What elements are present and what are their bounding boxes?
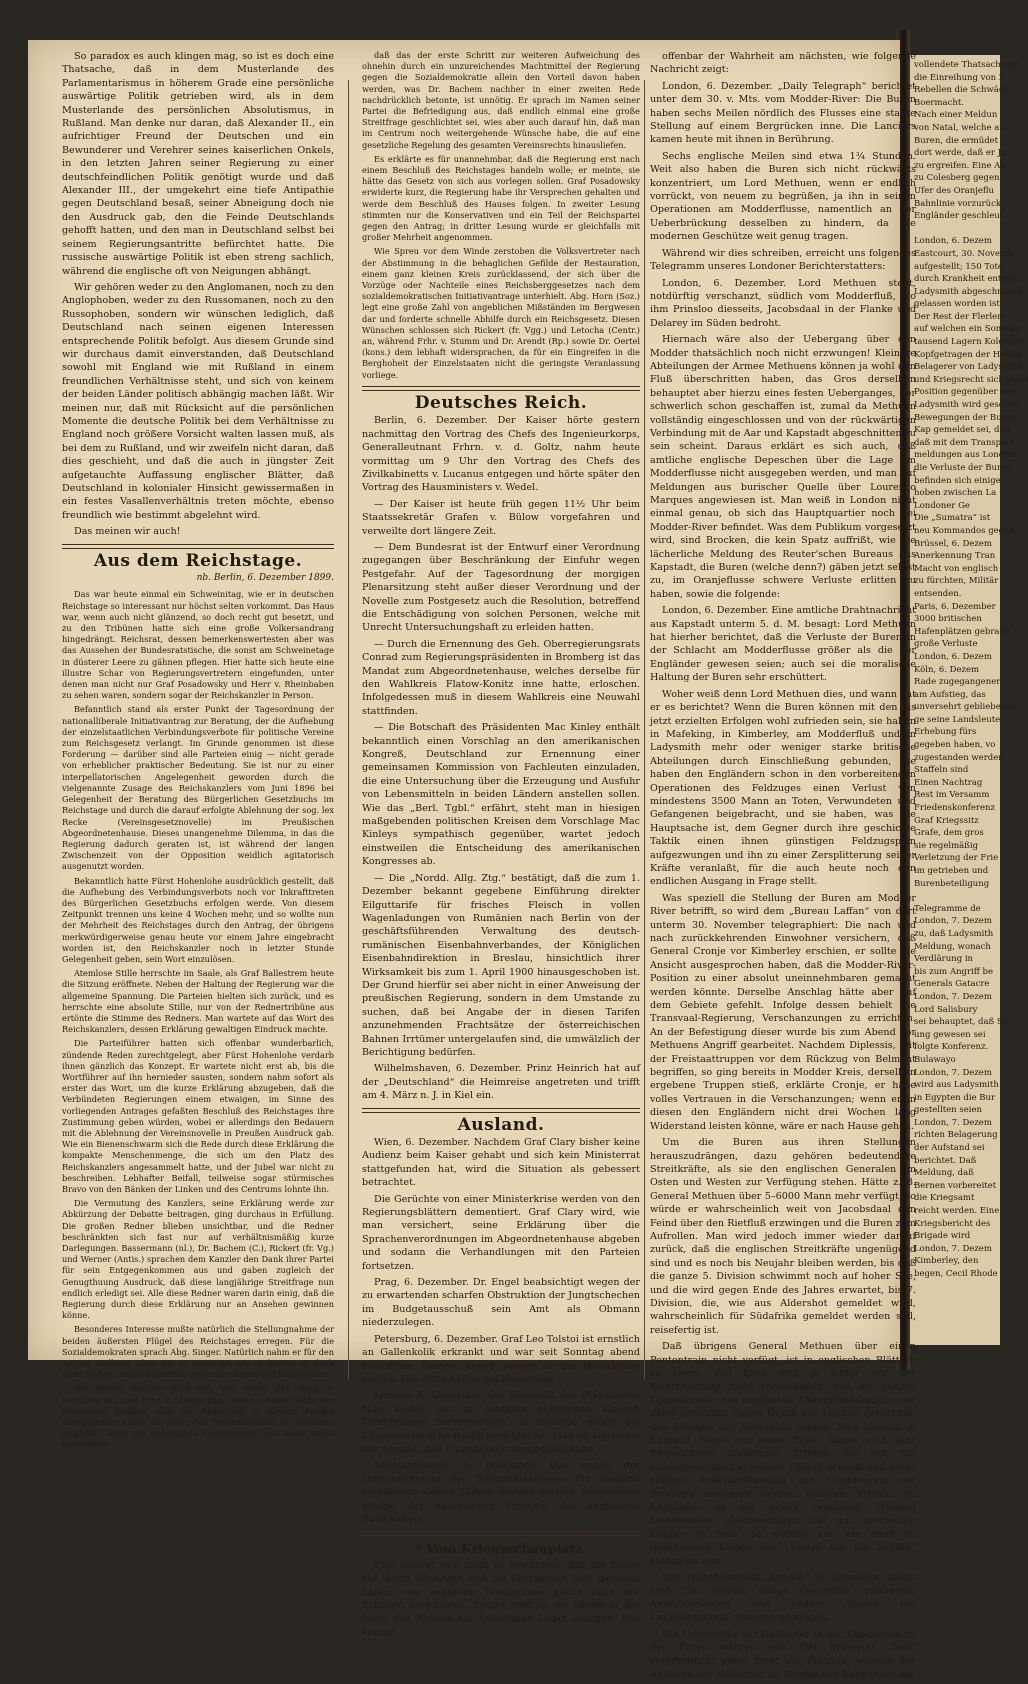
- facing-page-line: Buren, die ermüdet: [914, 135, 999, 146]
- facing-page-line: durch Krankheit entstan: [914, 274, 1020, 285]
- paragraph: — Die Botschaft des Präsidenten Mac Kinley enthält bekanntlich einen Vorschlag an den amerikanischen Kongreß, Deutschland zur Ernennung einer gemeinsamen Kommission von Fachleuten einzuladen, die eine Untersuchung über die Erzeugung und Ausfuhr von Lebensmitteln in beiden Ländern anstellen sollen. Wie das „Berl. Tgbl.“ erfährt, steht man in hiesigen maßgebenden politischen Kreisen dem Vorschlage Mac Kinleys sympathisch gegenüber, wartet jedoch einstweilen die Entscheidung des amerikanischen Kongresses ab.: [362, 722, 640, 868]
- facing-page-line: und Kriegsrecht sich stellt: [914, 374, 1028, 385]
- paragraph: — Der Kaiser ist heute früh gegen 11½ Uhr beim Staatssekretär Grafen v. Bülow vorgefahren und verweilte dort längere Zeit.: [362, 498, 640, 537]
- column-rule: [348, 80, 349, 1380]
- facing-page-line: Der Rest der Flerlen: [914, 311, 1003, 322]
- facing-page-line: vollendete Thatsache be: [914, 60, 1019, 70]
- facing-page-line: Bulawayo: [914, 1054, 956, 1065]
- facing-page-line: meldungen aus London: [914, 450, 1015, 461]
- facing-page-line: London, 7. Dezem: [914, 1117, 992, 1128]
- facing-page-line: Staffeln sind: [914, 765, 969, 776]
- facing-page-line: richten Belagerung: [914, 1130, 998, 1141]
- paragraph: daß das der erste Schritt zur weiteren Aufweichung des ohnehin durch ein unzureichendes Machtmittel der Regierung gegen die Sozialdemokratie allein den Vorteil davon haben werden, was Dr. Bachem nachher in einer zweiten Rede nachdrücklich betonte, ist unnötig. Er sprach im Namen seiner Partei die Befriedigung aus, daß endlich einmal eine große Streitfrage geschlichtet sei, wies aber auch darauf hin, daß man im Centrum noch weitergehende Wünsche habe, die auf eine gesetzliche Regelung des gesamten Vereinsrechts hinausliefen.: [362, 50, 640, 150]
- facing-page-line: begen, Cecil Rhode: [914, 1269, 998, 1279]
- facing-page-line: Bahnlinie vorzurück: [914, 198, 1002, 209]
- facing-page-line: ge seine Landsleute: [914, 714, 1001, 725]
- facing-page-line: die Verluste der Buren: [914, 463, 1012, 473]
- facing-page-line: Nach einer Meldun: [914, 110, 998, 121]
- paragraph: Die Vermutung des Kanzlers, seine Erklärung werde zur Abkürzung der Debatte beitragen, ging durchaus in Erfüllung. Die großen Redner blieben unsichtbar, und die Redner beschränkten sich fast nur auf verhältnismäßig kurze Darlegungen. Bassermann (nl.), Dr. Bachem (C.), Rickert (fr. Vg.) und Werner (Antis.) sprachen dem Kanzler den Dank ihrer Partei für sein Entgegenkommen aus und gaben zugleich der Genugthuung Ausdruck, daß diese langjährige Streitfrage nun endlich erledigt sei. Alle diese Redner waren darin einig, daß die Regierung durch diese Erklärung nur an Ansehen gewinnen könne.: [62, 1198, 334, 1321]
- paragraph: Das meinen wir auch!: [74, 526, 181, 538]
- facing-page-line: wird aus Ladysmith: [914, 1080, 999, 1091]
- reichstag-dateline: nb. Berlin, 6. Dezember 1899.: [196, 573, 334, 584]
- facing-page-line: zu, daß Ladysmith: [914, 928, 994, 939]
- paragraph: Die Rechte machte nicht mit. Von seiten der Abgg. v. Levetzow (k.) und Frhr. v. Stumm (Rp.) fielen scharfe Worte des Bedauerns darüber, daß die Regierung in diesem Punkte nachgegeben habe; das Wort des Reichskanzlers sei nunmehr eingelöst, aber ein gefestigtes Vereinsgesetz sei damit nicht geschaffen.: [62, 1383, 334, 1450]
- facing-page-line: von Natal, welche au: [914, 122, 1005, 133]
- paragraph: Besonderes Interesse mußte natürlich die Stellungnahme der beiden äußersten Flügel des Reichstages erregen. Für die Sozialdemokraten sprach Abg. Singer. Natürlich nahm er für den Antrag Stellung, aber wie es seine Art ist, so konnte er doch nicht umhin, einige Bosheiten gegen die Regierung loszulassen.: [62, 1324, 334, 1380]
- paragraph: — Die „Nordd. Allg. Ztg.“ bestätigt, daß die zum 1. Dezember bekannt gegebene Einführung direkter Eilguttarife für frisches Fleisch in vollen Wagenladungen von Rumänien nach Berlin von der geschäftsführenden Verwaltung des deutsch-rumänischen Eisenbahnverbandes, der Königlichen Eisenbahndirektion in Breslau, hinsichtlich ihrer Wirksamkeit bis zum 1. April 1900 hinausgeschoben ist. Der Grund hierfür sei aber nicht in einer Anweisung der preußischen Regierung, sondern in dem Umstande zu suchen, daß bei Angabe der in diesen Tarifen anzunehmenden Frachtsätze der österreichischen Bahnen Irrtümer untergelaufen sind, die umwälzlich der Berichtigung bedürfen.: [362, 872, 640, 1058]
- facing-page-line: Kimberley, den: [914, 1256, 979, 1267]
- paragraph: Was speziell die Stellung der Buren am Modder River betrifft, so wird dem „Bureau Laffan“ von dort unterm 30. November telegraphiert: Die nach und nach zurückkehrenden Einwohner versichern, daß General Cronje vor Kimberley erschien, er sollte die Ansicht ausgesprochen haben, daß die Modder-River-Position zu einer absolut uneinnehmbaren gemacht werden könnte. Derselbe Anschlag hätte aber auf dem Gebiete gefehlt. Infolge dessen behielt die Transvaal-Regierung, Verschanzungen zu errichten. An der Befestigung dieser wurde bis zum Abend vor Methuens Angriff gearbeitet. Nachdem Diplessis, mit der Freistaattruppen vor dem Rückzug von Belmont begriffen, so ging bereits in Modder Kreis, derselben ergebene Truppen stieß, erklärte Cronje, er habe volles Vertrauen in die Verschanzungen; wenn er in diesen den Engländern nicht drei Wochen lang Widerstand leisten könne, wäre er nach Hause gehen.: [650, 892, 916, 1132]
- facing-page-line: Rest im Versamm: [914, 790, 990, 801]
- facing-page-line: Eastcourt, 30. Novemb: [914, 248, 1014, 259]
- facing-page-line: Einen Nachtrag: [914, 777, 983, 788]
- facing-page-line: zugestanden werden: [914, 752, 1004, 763]
- facing-page-line: bis zum Angriff be: [914, 966, 993, 977]
- facing-page-line: sei behauptet, daß Sa: [914, 1017, 1008, 1028]
- facing-page-line: gestellten seien: [914, 1105, 982, 1116]
- facing-page-line: reicht werden. Eine: [914, 1206, 1000, 1217]
- paragraph: Wir gehören weder zu den Anglomanen, noch zu den Anglophoben, weder zu den Russomanen, noch zu den Russophoben, sondern wir wünschen lediglich, daß Deutschland nach seinen eigenen Interessen entsprechende Politik befolgt. Aus diesem Grunde sind wir durchaus damit einverstanden, daß Deutschland sowohl mit England wie mit Rußland in einem freundlichen Verhältnisse steht, und sich von keinem der beiden Länder politisch abhängig machen läßt. Wir meinen nur, daß mit Rücksicht auf die persönlichen Momente die deutsche Politik bei dem Verhältnisse zu England noch größere Vorsicht walten lassen muß, als bei dem zu Rußland, und wir zweifeln nicht daran, daß dies geschieht, und daß die auch in jüngster Zeit aufgetauchte Auffassung englischer Blätter, daß Deutschland in kolonialer Hinsicht gewissermaßen in ein festes Vasallenverhältnis treten möchte, ebenso freundlich wie bestimmt abgelehnt wird.: [62, 281, 334, 521]
- paragraph: London, 6. Dezember. Die Botschaft des Präsidenten Mac Kinley hat in hiesigen politischen Kreisen Verstimmung hervorgerufen, da dieselbe gegen die Chamberlain'sche Politik gerichtet ist. Man ist allgemein der Ansicht, daß Chamberlain ausgespielt habe.: [362, 1390, 640, 1455]
- kriegsschauplatz-heading: * Vom Kriegsschauplatz.: [415, 1541, 587, 1557]
- facing-page-line: gegeben haben, vo: [914, 740, 996, 751]
- ausland-heading: Ausland.: [457, 1114, 545, 1135]
- kriegsschauplatz-text: [362, 1559, 640, 1639]
- paragraph: Sechs englische Meilen sind etwa 1¾ Stunden. Weit also haben die Buren sich nicht rückwärts konzentriert, um Lord Methuen, wenn er endlich vorrückt, von neuem zu begrüßen, ja ihn in seinen Operationen am Modderflusse, namentlich an der Ueberbrückung desselben zu hindern, da die modernen Geschütze weit genug tragen.: [650, 150, 916, 243]
- paragraph: Atemlose Stille herrschte im Saale, als Graf Ballestrem heute die Sitzung eröffnete. Neben der Haltung der Regierung war die allgemeine Spannung. Die Parteien hielten sich zurück, und es herrschte eine absolute Stille, nur von der Rednertribüne aus ertönte die Stimme des Redners. Man wartete auf das Wort des Reichskanzlers, dessen Erklärung gewaltigen Eindruck machte.: [62, 968, 334, 1035]
- facing-page-line: London, 6. Dezem: [914, 236, 992, 247]
- facing-page-line: Kriegsbericht des: [914, 1218, 991, 1229]
- facing-page-line: ung gewesen sei: [914, 1029, 986, 1040]
- facing-page-line: Meldung, daß: [914, 1168, 974, 1179]
- facing-page-line: Londoner Ge: [914, 500, 970, 511]
- facing-page-text: [910, 55, 1028, 1285]
- facing-page-line: Telegramme de: [914, 903, 981, 914]
- facing-page-line: Ladysmith abgeschnitten: [914, 286, 1023, 297]
- facing-page-line: gelassen worden ist.: [914, 299, 1003, 310]
- section-divider: [362, 1108, 640, 1113]
- paragraph: Befanntlich stand als erster Punkt der Tagesordnung der nationalliberale Initiativantrag zur Beratung, der die Aufhebung der einzelstaatlichen Verbindungsverbote für politische Vereine zum Reichsgesetz verlangt. Im Grunde genommen ist diese Forderung — darüber sind alle Parteien einig — nicht gerade von erheblicher praktischer Bedeutung. Sie ist nur zu einer interpellatorischen Angelegenheit geworden durch die vielgenannte Zusage des Reichskanzlers vom Juni 1896 bei Gelegenheit der Beratung des Bürgerlichen Gesetzbuchs im Reichstage und durch die darauf erfolgte Ablehnung der sog. lex Recke (Vereinsgesetznovelle) im Preußischen Abgeordnetenhause. Dieses unangenehme Dilemma, in das die Regierung dadurch geraten ist, ist während der langen Zwischenzeit von der Opposition weidlich agitatorisch ausgenutzt worden.: [62, 704, 334, 872]
- paragraph: Die Gerüchte von einer Ministerkrise werden von den Regierungsblättern dementiert. Graf Clary wird, wie man versichert, seine Erklärung über die Sprachenverordnungen im Abgeordnetenhause abgeben und sodann die Verhandlungen mit den Parteien fortsetzen.: [362, 1193, 640, 1272]
- paragraph: Um die Buren aus ihren Stellungen herauszudrängen, dazu gehören bedeutendere Streitkräfte, als sie den englischen Generalen im Osten und Westen zur Verfügung stehen. Hätte z. B. General Methuen über 5–6000 Mann mehr verfügt, so würde er wahrscheinlich weit von Jacobsdaal den Feind über den Rietfluß erzwingen und die Buren zum Aufrollen. Man wird jedoch immer wieder darauf zurück, daß die englischen Streitkräfte ungenügend sind und es noch bis Neujahr bleiben werden, bis daß die ganze 5. Division schwimmt noch auf hoher See, und die wird gegen Ende des Jahres erwartet, bis 7. Division, die, wie aus Aldershot gemeldet wird, wahrscheinlich für Südafrika gemeldet werden soll, reisefertig ist.: [650, 1137, 916, 1336]
- section-divider: [362, 1531, 640, 1536]
- paragraph: Das war heute einmal ein Schweinitag, wie er in deutschen Reichstage so interessant nur höchst selten vorkommt. Das Haus war, wenn auch nicht glänzend, so doch recht gut besetzt, und zu den Tribünen hatte sich eine große Volkersandrang hingedrängt. Reichsrat, dessen bemerkenswertesten aber was das Aussehen der Bundesratstische, die sonst am Schweinetage in düsterer Leere zu gähnen pflegen. Hier hatte sich heute eine illustre Schar von Regierungsvertretern eingefunden, unter denen man nicht nur Graf Posadowsky und Herr v. Rheinbaben zu sehen waren, sondern sogar der Reichskanzler in Person.: [62, 589, 334, 701]
- facing-page-line: Verdlärung in: [914, 954, 974, 965]
- paragraph: Konstantinopel, 6. Dezember. Die wegen der Unterzeichnung der Sympathieadresse für England verhafteten sieben Türken wurden gestern freigelassen infolge der energischen Proteste des englischen Botschafters.: [362, 1460, 640, 1525]
- facing-page-line: Ufer des Oranjeflu: [914, 185, 995, 196]
- paragraph: — Dem Bundesrat ist der Entwurf einer Verordnung zugegangen über Beschränkung der Einfuhr wegen Pestgefahr. Auf der Tagesordnung der morgigen Plenarsitzung steht außer dieser Verordnung und der Novelle zum Postgesetz auch die Resolution, betreffend die Entschädigung von solchen Personen, welche mit Unrecht Untersuchungshaft zu erleiden hatten.: [362, 541, 640, 634]
- facing-page-line: die Einreihung von 2: [914, 72, 1005, 83]
- facing-page-line: zu fürchten, Militär: [914, 576, 999, 587]
- ausland-text: [362, 1136, 640, 1526]
- paragraph: — Durch die Ernennung des Geh. Oberregierungsrats Conrad zum Regierungspräsidenten in Bromberg ist das Mandat zum Abgeordnetenhause, welches derselbe für den Wahlkreis Flatow-Konitz inne hatte, erloschen. Infolgedessen muß in diesem Wahlkreis eine Neuwahl stattfinden.: [362, 638, 640, 717]
- facing-page-line: Boermacht.: [914, 97, 964, 108]
- facing-page-line: London, 7. Dezem: [914, 991, 992, 1002]
- facing-page-line: [914, 223, 996, 236]
- reichstag-heading: Aus dem Reichstage.: [93, 550, 303, 571]
- deutsches-reich-text: [362, 414, 640, 1102]
- facing-page-line: auf welchen ein Sonntag: [914, 324, 1021, 335]
- facing-page-line: Burenbeteiligung: [914, 878, 990, 889]
- deutsches-reich-heading: Deutsches Reich.: [414, 392, 588, 413]
- facing-page-line: sie regelmäßig: [914, 840, 979, 851]
- facing-page: [910, 55, 1028, 1345]
- facing-page-line: Friedenskonferenz: [914, 803, 995, 814]
- paragraph: Berlin, 6. Dezember. Der Kaiser hörte gestern nachmittag den Vortrag des Chefs des Ingenieurkorps, Generalleutnant Frhrn. v. d. Goltz, nahm heute vormittag um 9 Uhr den Vortrag des Chefs des Zivilkabinetts v. Lucanus entgegen und hörte später den Vortrag des Hausministers v. Wedel.: [362, 415, 640, 494]
- war-report-text: [650, 50, 916, 1681]
- facing-page-line: befinden sich einige: [914, 475, 1001, 486]
- facing-page-line: in Egypten die Bur: [914, 1092, 996, 1103]
- facing-page-line: Macht von englisch: [914, 563, 999, 574]
- paragraph: Die Parteiführer hatten sich offenbar wunderbarlich, zündende Reden zurechtgelegt, aber Fürst Hohenlohe verdarb ihnen gänzlich das Konzept. Er wartete nicht erst ab, bis die Wortführer auf ihn hernieder sausten, sondern nahm sofort als erster das Wort, um die kurze Erklärung abzugeben, daß die Verbündeten Regierungen einem etwaigen, im Sinne des vorliegenden Antrages gefaßten Beschluß des Reichstages ihre Zustimmung geben würden, wobei er allerdings den Bedauern mit die Ablehnung der Vereinsnovelle in Preußen Ausdruck gab. Wie ein Bienenschwarm sich die Rede durch diese Erklärung die kompakte Menschenmenge, die sich um den Platz des Reichskanzlers angesammelt hatte, und der Jubel war nicht zu beschreiben. Lebhafter Beifall, teilweise sogar stürmisches Bravo von den Bänken der Linken und des Centrums lohnte ihn.: [62, 1038, 334, 1194]
- facing-page-line: Bewegungen der Buren: [914, 412, 1017, 423]
- facing-page-line: Kopfgetragen der Hollän: [914, 349, 1022, 360]
- facing-page-line: Belagerer von Ladysmith: [914, 362, 1023, 373]
- column-rule: [644, 80, 645, 1380]
- facing-page-line: große Verluste: [914, 639, 978, 650]
- facing-page-line: daß mit dem Transport: [914, 437, 1014, 448]
- facing-page-line: tausend Lagern Kolonnen: [914, 337, 1025, 348]
- paragraph: Es erklärte es für unannehmbar, daß die Regierung erst nach einem Beschluß des Reichstages handeln wolle; er meinte, sie hätte das Gesetz von sich aus vorlegen sollen. Graf Posadowsky erwiderte kurz, die Regierung habe ihr Versprechen gehalten und werde dem Beschluß des Hauses folgen. In zweiter Lesung stimmten nur die Konservativen und ein Teil der Reichspartei gegen den Antrag; in dritter Lesung wurde er gleichfalls mit großer Mehrheit angenommen.: [362, 153, 640, 243]
- paragraph: Prag, 6. Dezember. Dr. Engel beabsichtigt wegen der zu erwartenden scharfen Obstruktion der Jungtschechen im Budgetausschuß sein Amt als Obmann niederzulegen.: [362, 1277, 640, 1329]
- facing-page-line: Engländer geschleut: [914, 211, 1004, 222]
- facing-page-line: Köln, 6. Dezem: [914, 664, 980, 675]
- paragraph: Petersburg, 6. Dezember. Graf Leo Tolstoi ist ernstlich an Gallenkolik erkrankt und war seit Sonntag abend bewußtlos. Gestern abend gewann er das Bewußtsein zurück. Die Ärzte hoffen auf Besserung.: [362, 1333, 640, 1385]
- editorial-text: [62, 50, 334, 539]
- facing-page-line: Kap gemeldet sei, daß: [914, 425, 1011, 436]
- paragraph: Während wir dies schreiben, erreicht uns folgendes Telegramm unseres Londoner Berichterstatters:: [650, 247, 916, 273]
- facing-page-line: London, 7. Dezem: [914, 916, 992, 927]
- facing-page-line: London, 6. Dezem: [914, 651, 992, 662]
- facing-page-line: Rade zugegangener: [914, 677, 1001, 688]
- facing-page-line: im getrieben und: [914, 866, 989, 876]
- paragraph: Daß übrigens General Methuen über einen Pontontrain nicht verfügt, ist in englischen Blättern zu lesen. Wie kann sich ja leider nur der Wahrnehmung nicht verschließen, daß die ganzen Dispositionen des englischen Oberbefehlshabers, der dabei jedenfalls einem Druck aus London gehorchte, den Stempel der Nervosität tragen. Man braucht ja England Siege um jeden Preis, haben sich sehr fragwürdigen bisherigen Erfolge, die nur mit außergewöhnlich schweren Opfern erkauft und unter völliger Außerachtlassung der Grundregeln der Strategie errungen werden konnten. Hätten die Engländer es mit einem regulären Truppen bestehenden, gleichwertigen und gut geschulten Gegner zu thun, so würden sie, wie einst im trojanischen Kriege der „Kampf um die Schiffe“ entbrannt sein.: [650, 1341, 916, 1567]
- facing-page-line: Verletzung der Frie: [914, 853, 999, 864]
- paragraph: So paradox es auch klingen mag, so ist es doch eine Thatsache, daß in dem Musterlande des Parlamentarismus in höherem Grade eine persönliche auswärtige Politik getrieben wird, als in dem Musterlande des persönlichen Absolutismus, in Rußland. Man denke nur daran, daß Alexander II., ein aufrichtiger Freund der Deutschen und ein Bewunderer und Verehrer seines kaiserlichen Onkels, in den letzten Jahren seiner Regierung zu einer deutschfeindlichen Politik genötigt wurde und daß Alexander III., der umgekehrt eine tiefe Antipathie gegen Deutschland besaß, seiner Abneigung doch nie den Ausdruck gab, den die Feinde Deutschlands gehofft hatten, und den man in Deutschland selbst bei seinem Regierungsantritte befürchtet hatte. Die russische auswärtige Politik ist eben streng sachlich, während die englische oft von Neigungen abhängt.: [62, 51, 334, 277]
- facing-page-line: Paris, 6. Dezember: [914, 601, 996, 612]
- facing-page-line: zu ergreifen. Eine Ab: [914, 160, 1006, 171]
- facing-page-line: folgte Konferenz.: [914, 1042, 989, 1053]
- column-2: [362, 50, 640, 1642]
- facing-page-line: Die „Sumatra“ ist: [914, 513, 991, 524]
- paragraph: Bekanntlich hatte Fürst Hohenlohe ausdrücklich gestellt, daß die Aufhebung des Verbindungsverbots noch vor Inkrafttreten des Bürgerlichen Gesetzbuchs erfolgen werde. Von diesem Zeitpunkt trennen uns keine 4 Wochen mehr, und so wollte nun der Mehrheit des Reichstages durch den Antrag, der übrigens merkwürdigerweise genau heute vor einem Jahre eingebracht worden ist, den Reichskanzler noch in letzter Stunde Gelegenheit geben, sein Wort einzulösen.: [62, 875, 334, 964]
- paragraph: Woher weiß denn Lord Methuen dies, und wann hat er es berichtet? Wenn die Buren können mit den bis jetzt erzielten Erfolgen wohl zufrieden sein, sie haben in Mafeking, in Kimberley, am Modderfluß und in Ladysmith mehr oder weniger starke britische Abteilungen durch Einschließung gebunden, sie haben den Engländern schon in den vorbereitenden Operationen des Feldzuges einen Verlust von mindestens 3500 Mann an Toten, Verwundeten und Gefangenen beigebracht, und sie haben, was die Hauptsache ist, dem Gegner durch ihre geschickte Taktik einen ihnen günstigen Feldzugsplan aufgezwungen und ihn zu einer Zersplitterung seiner Kräfte veranlaßt, für die auch heute noch den endlichen Ausgang in Frage stellt.: [650, 688, 916, 888]
- facing-page-line: Grafe, dem gros: [914, 828, 984, 839]
- facing-page-line: dort werde, daß er Ju: [914, 148, 1007, 159]
- column-3: [650, 50, 916, 1684]
- facing-page-line: Position gegenüber den: [914, 387, 1017, 398]
- facing-page-line: Lord Salisbury: [914, 1004, 978, 1015]
- paragraph: Wilhelmshaven, 6. Dezember. Prinz Heinrich hat auf der „Deutschland“ die Heimreise angetreten und trifft am 4. März n. J. in Kiel ein.: [362, 1063, 640, 1102]
- paragraph: Wie Spreu vor dem Winde zerstoben die Volksvertreter nach der Abstimmung in die behaglichen Gefilde der Restauration, einem ganz kleinen Kreis zurücklassend, der sich über die Vorzüge oder Nachteile eines Reichsberggesetzes nach dem sozialdemokratischen Initiativantrage unterhielt. Abg. Horn (Soz.) legt eine große Zahl von angeblichen Mißständen im Bergwesen dar und forderte schnelle Abhilfe durch ein Reichsgesetz. Diesen Wünschen schlossen sich Rickert (fr. Vgg.) und Letocha (Centr.) an, während Frhr. v. Stumm und Dr. Arendt (Rp.) sowie Dr. Oertel (kons.) dem lebhaft widersprachen, da für ein Eingreifen in die Berghoheit der Einzelstaaten nicht die geringste Veranlassung vorliege.: [362, 246, 640, 380]
- facing-page-line: der Aufstand sei: [914, 1143, 985, 1154]
- facing-page-line: zu Colesberg gegen: [914, 173, 1000, 184]
- facing-page-line: entsenden.: [914, 588, 962, 599]
- facing-page-line: berichtet. Daß: [914, 1155, 977, 1166]
- paragraph: London, 6. Dezember. „Daily Telegraph“ berichtet unter dem 30. v. Mts. vom Modder-River: Die Buren haben sechs Meilen nördlich des Flusses eine starke Stellung auf einem Bergrücken inne. Die Lanciers kamen heute mit ihnen in Berührung.: [650, 80, 916, 146]
- facing-page-line: aufgestellt; 150 Tote: [914, 261, 1003, 272]
- facing-page-line: [914, 890, 996, 903]
- reichstag-report: [62, 589, 334, 1450]
- facing-page-line: Graf Kriegssitz: [914, 815, 979, 826]
- paragraph: London, 6. Dezember. Eine amtliche Drahtnachricht aus Kapstadt unterm 5. d. M. besagt: Lord Methuen hat hierher berichtet, daß die Verluste der Buren in der Schlacht am Modderflusse größer als die der Engländer gewesen seien; auch sei die moralische Haltung der Buren sehr erschüttert.: [650, 605, 916, 684]
- column-1: [62, 50, 334, 1454]
- facing-page-line: Rebellen die Schwäch: [914, 85, 1010, 96]
- facing-page-line: am Aufstieg, das: [914, 689, 986, 700]
- facing-page-line: Erhebung fürs: [914, 727, 977, 738]
- facing-page-line: London, 7. Dezem: [914, 1067, 992, 1078]
- paragraph: Das Transportschiff „Ismore“ ist gesunken. Damit sind 230 Pferde, einige Geschütze, zahlreiche Ambulanzwagen und andere Wagen mit Lazarettmaterial verloren gegangen.: [650, 1572, 916, 1624]
- section-divider: [62, 544, 334, 549]
- facing-page-line: die Kriegsamt: [914, 1193, 975, 1204]
- paragraph: Wien, 6. Dezember. Nachdem Graf Clary bisher keine Audienz beim Kaiser gehabt und sich kein Ministerrat stattgefunden hat, wird die Situation als gebessert betrachtet.: [362, 1137, 640, 1189]
- facing-page-line: 3000 britischen: [914, 614, 982, 625]
- facing-page-line: unversehrt gebliebenen: [914, 702, 1017, 713]
- facing-page-line: Generals Gatacre: [914, 979, 990, 990]
- newspaper-page: [28, 40, 916, 1680]
- facing-page-line: Bernen vorbereitet: [914, 1180, 997, 1191]
- paragraph: offenbar der Wahrheit am nächsten, wie folgende Nachricht zeigt:: [650, 51, 916, 76]
- paragraph: Hiernach wäre also der Uebergang über den Modder thatsächlich noch nicht erzwungen! Kleinere Abteilungen der Armee Methuens können ja wohl den Fluß überschritten haben, das Gros derselben behauptet aber hierzu eines festen Ueberganges, der schwerlich schon geschaffen ist, zumal da Methuen vollständig eingeschlossen und von der rückwärtigen Verbindung mit de Aar und Kapstadt abgeschnitten zu sein scheint. Daraus erklärt es sich auch, daß amtliche englische Depeschen über die Lage am Modderflusse nicht ausgegeben werden, und man auf Meldungen aus burischer Quelle über Lourenço Marques angewiesen ist. Man weiß in London nicht einmal genau, ob sich das Hauptquartier noch bei Modder-River befindet. Was dem Publikum vorgesetzt wird, sind Brocken, die kein Spatz auffrißt, wie die lächerliche Meldung des Reuter'schen Bureaus aus Kapstadt, die Buren (welche denn?) gäben jetzt selbst zu, im Oranjeflusse schwere Verluste erlitten zu haben, sowie die folgende:: [650, 334, 916, 600]
- facing-page-line: Anerkennung Tran: [914, 551, 996, 562]
- paragraph: Eins scheint sich nicht zu bestätigen, daß die Buren auf ihrem Rückzuge erst bei Spytfontein Halt gemacht haben, wie englische Telegramme gleich nach der Schlacht berichteten. Später hieß es, sie hätten in der Nähe des Flusses ein befestigtes Lager bezogen. Das kommt: [362, 1559, 640, 1638]
- facing-page-line: Brigade wird: [914, 1231, 971, 1242]
- facing-page-line: hoben zwischen La: [914, 488, 997, 499]
- paragraph: Die Uebertritte der Holländer in der Kapkolonie zu den Buren mehren sich. Der Brüsseler „Soir“ veröffentlicht einen Brief aus Prätoria, wonach der Aufstand der Holländer im Norden der Kapkolonie als: [650, 1628, 916, 1680]
- facing-page-line: neu Kommandos gegen: [914, 525, 1015, 536]
- reichstag-report-continued: [362, 50, 640, 381]
- paragraph: London, 6. Dezember. Lord Methuen steht, notdürftig verschanzt, südlich vom Modderfluß, wo ihm Prinsloo diesseits, Jacobsdaal in der Flanke und Delarey im Süden bedroht.: [650, 277, 916, 329]
- facing-page-line: London, 7. Dezem: [914, 1243, 992, 1254]
- facing-page-line: Ladysmith wird geschos: [914, 400, 1019, 411]
- facing-page-line: Meldung, wonach: [914, 941, 991, 952]
- section-divider: [362, 386, 640, 391]
- facing-page-line: Brüssel, 6. Dezem: [914, 538, 992, 549]
- facing-page-line: Hafenplätzen gebrach: [914, 626, 1010, 637]
